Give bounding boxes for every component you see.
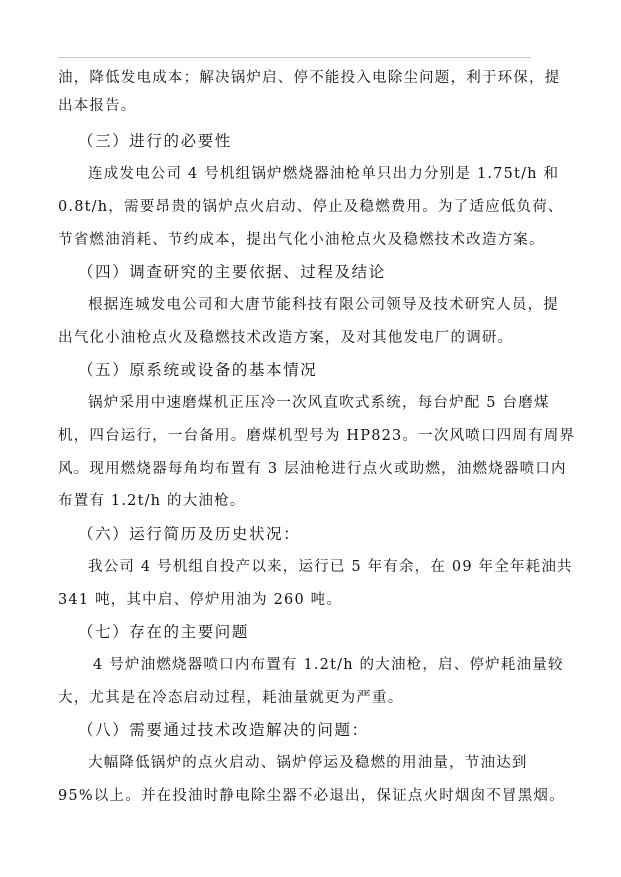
paragraph-line: 0.8t/h，需要昂贵的锅炉点火启动、停止及稳燃费用。为了适应低负荷、	[58, 199, 564, 215]
section-heading-7: （七）存在的主要问题	[78, 623, 250, 641]
section-heading-6: （六）运行简历及历史状况：	[78, 525, 301, 543]
paragraph-line: 节省燃油消耗、节约成本，提出气化小油枪点火及稳燃技术改造方案。	[58, 232, 545, 248]
paragraph-line: 大幅降低锅炉的点火启动、锅炉停运及稳燃的用油量，节油达到	[88, 755, 528, 771]
paragraph-line: 我公司 4 号机组自投产以来，运行已 5 年有余，在 09 年全年耗油共	[88, 559, 573, 575]
section-heading-8: （八）需要通过技术改造解决的问题：	[78, 721, 369, 739]
paragraph-line: 95%以上。并在投油时静电除尘器不必退出，保证点火时烟囱不冒黑烟。	[58, 788, 565, 804]
paragraph-line: 连成发电公司 4 号机组锅炉燃烧器油枪单只出力分别是 1.75t/h 和	[88, 166, 560, 182]
paragraph-line: 锅炉采用中速磨煤机正压冷一次风直吹式系统，每台炉配 5 台磨煤	[88, 395, 550, 411]
paragraph-line: 4 号炉油燃烧器喷口内布置有 1.2t/h 的大油枪，启、停炉耗油量较	[93, 657, 564, 673]
section-heading-4: （四）调查研究的主要依据、过程及结论	[78, 263, 386, 281]
paragraph-line: 风。现用燃烧器每角均布置有 3 层油枪进行点火或助燃，油燃烧器喷口内	[58, 461, 567, 477]
paragraph-line: 油，降低发电成本；解决锅炉启、停不能投入电除尘问题，利于环保，提	[58, 70, 561, 86]
paragraph-line: 341 吨，其中启、停炉用油为 260 吨。	[58, 592, 343, 608]
paragraph-line: 根据连城发电公司和大唐节能科技有限公司领导及技术研究人员，提	[88, 297, 559, 313]
paragraph-line: 布置有 1.2t/h 的大油枪。	[58, 493, 246, 509]
section-heading-5: （五）原系统或设备的基本情况	[78, 361, 318, 379]
paragraph-line: 出本报告。	[58, 98, 137, 114]
paragraph-line: 大，尤其是在冷态启动过程，耗油量就更为严重。	[58, 690, 404, 706]
paragraph-line: 机，四台运行，一台备用。磨煤机型号为 HP823。一次风喷口四周有周界	[58, 428, 576, 444]
header-rule	[58, 57, 531, 58]
paragraph-line: 出气化小油枪点火及稳燃技术改造方案，及对其他发电厂的调研。	[58, 330, 514, 346]
section-heading-3: （三）进行的必要性	[78, 132, 232, 150]
